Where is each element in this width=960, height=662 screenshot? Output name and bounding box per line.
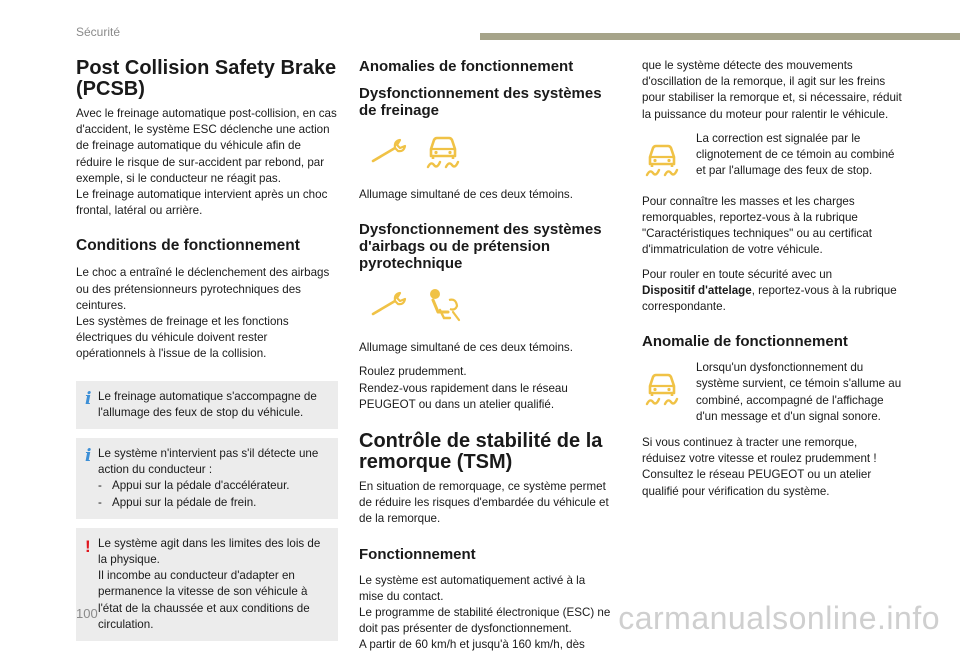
info-icon: i xyxy=(85,388,92,409)
conditions-title: Conditions de fonctionnement xyxy=(76,237,300,255)
note-text: Le système n'intervient pas s'il détecte une action du conducteur : xyxy=(98,447,319,477)
secure-prefix: Pour rouler en toute sécurité avec un xyxy=(642,267,833,281)
masses-text: Pour connaître les masses et les charges remorquables, reportez-vous à la rubrique "Caractéristiques techniques" ou au certificat d'immatriculation de votre véhicule. xyxy=(642,194,872,257)
braking-fault-title: Dysfonctionnement des systèmes de freinage xyxy=(359,85,602,119)
esc-skid-icon xyxy=(642,139,682,179)
conditions-text: Le choc a entraîné le déclenchement des airbags ou des prétensionneurs pyrotechniques des ceintures. Les systèmes de freinage et les fonctions électriques du véhicule doivent rester opérationnels à l'issue de la collision. xyxy=(76,266,330,361)
info-note-driver-action xyxy=(76,438,338,519)
column-right xyxy=(642,58,904,508)
correction-block xyxy=(642,131,904,184)
anomalie-block xyxy=(642,360,904,425)
wrench-icon xyxy=(369,289,413,319)
airbag-fault-advice: Roulez prudemment. Rendez-vous rapidement dans le réseau PEUGEOT ou dans un atelier qualifié. xyxy=(359,365,568,411)
page-number: 100 xyxy=(76,606,98,621)
header-accent-bar xyxy=(480,33,960,40)
braking-warning-lamps xyxy=(369,129,611,173)
warning-icon: ! xyxy=(85,536,91,556)
final-advice-text: Si vous continuez à tracter une remorque, réduisez votre vitesse et roulez prudemment ! Consultez le réseau PEUGEOT ou un atelier qualifié pour vérification du système. xyxy=(642,436,877,498)
list-item xyxy=(98,495,332,511)
correction-text: La correction est signalée par le clignotement de ce témoin au combiné et par l'allumage des feux de stop. xyxy=(696,131,895,178)
pcsb-title: Post Collision Safety Brake (PCSB) xyxy=(76,57,337,100)
tsm-text: En situation de remorquage, ce système permet de réduire les risques d'embardée du véhicule et de la remorque. xyxy=(359,480,609,526)
info-icon: i xyxy=(85,446,92,467)
anomalie-text: Lorsqu'un dysfonctionnement du système survient, ce témoin s'allume au combiné, accompagné de l'affichage d'un message et d'un signal sonore. xyxy=(696,361,902,423)
info-note-stop-lights xyxy=(76,381,338,429)
airbag-warning-lamps xyxy=(369,282,611,326)
list-dash: - xyxy=(98,479,102,493)
warning-note-physics xyxy=(76,528,338,641)
secure-towing-text xyxy=(642,267,904,316)
column-left xyxy=(76,58,338,650)
watermark: carmanualsonline.info xyxy=(618,600,940,636)
wrench-icon xyxy=(369,136,413,166)
tsm-continued-text: que le système détecte des mouvements d'oscillation de la remorque, il agit sur les freins pour stabiliser la remorque et, si nécessaire, réduit la puissance du moteur pour ralentir le véhicule. xyxy=(642,59,902,121)
tsm-title: Contrôle de stabilité de la remorque (TSM) xyxy=(359,430,603,474)
list-dash: - xyxy=(98,495,102,509)
note-text: Le système agit dans les limites des lois de la physique. Il incombe au conducteur d'adapter en permanence la vitesse de son véhicule à l'état de la chaussée et aux conditions de circulation. xyxy=(98,536,321,631)
braking-fault-text: Allumage simultané de ces deux témoins. xyxy=(359,188,573,201)
dispositif-attelage-link: Dispositif d'attelage xyxy=(642,283,752,297)
airbag-icon xyxy=(423,284,463,324)
fonctionnement-title: Fonctionnement xyxy=(359,545,476,563)
airbag-fault-text: Allumage simultané de ces deux témoins. xyxy=(359,341,573,355)
secure-suffix: , reportez-vous à la rubrique correspondante. xyxy=(642,283,897,314)
esc-skid-icon xyxy=(423,131,463,171)
fonctionnement-text: Le système est automatiquement activé à la mise du contact. Le programme de stabilité électronique (ESC) ne doit pas présenter de dysfonctionnement. A partir de 60 km/h et jusqu'à 160 km/h, dès xyxy=(359,573,611,652)
anomalie-title: Anomalie de fonctionnement xyxy=(642,333,848,351)
section-title: Sécurité xyxy=(76,25,121,39)
pcsb-intro: Avec le freinage automatique post-collision, en cas d'accident, le système ESC déclenche une action de freinage automatique du véhicule afin de réduire le risque de sur-accident par rebond, par exemple, si le conducteur ne réagit pas. Le freinage automatique intervient après un choc frontal, latéral ou arrière. xyxy=(76,107,337,218)
anomalies-title: Anomalies de fonctionnement xyxy=(359,58,574,75)
list-item-text: Appui sur la pédale d'accélérateur. xyxy=(112,479,290,493)
esc-skid-icon xyxy=(642,368,682,408)
column-middle xyxy=(359,58,611,662)
list-item xyxy=(98,478,332,494)
airbag-fault-title: Dysfonctionnement des systèmes d'airbags ou de prétension pyrotechnique xyxy=(359,221,602,273)
list-item-text: Appui sur la pédale de frein. xyxy=(112,495,257,509)
note-text: Le freinage automatique s'accompagne de l'allumage des feux de stop du véhicule. xyxy=(98,389,317,419)
